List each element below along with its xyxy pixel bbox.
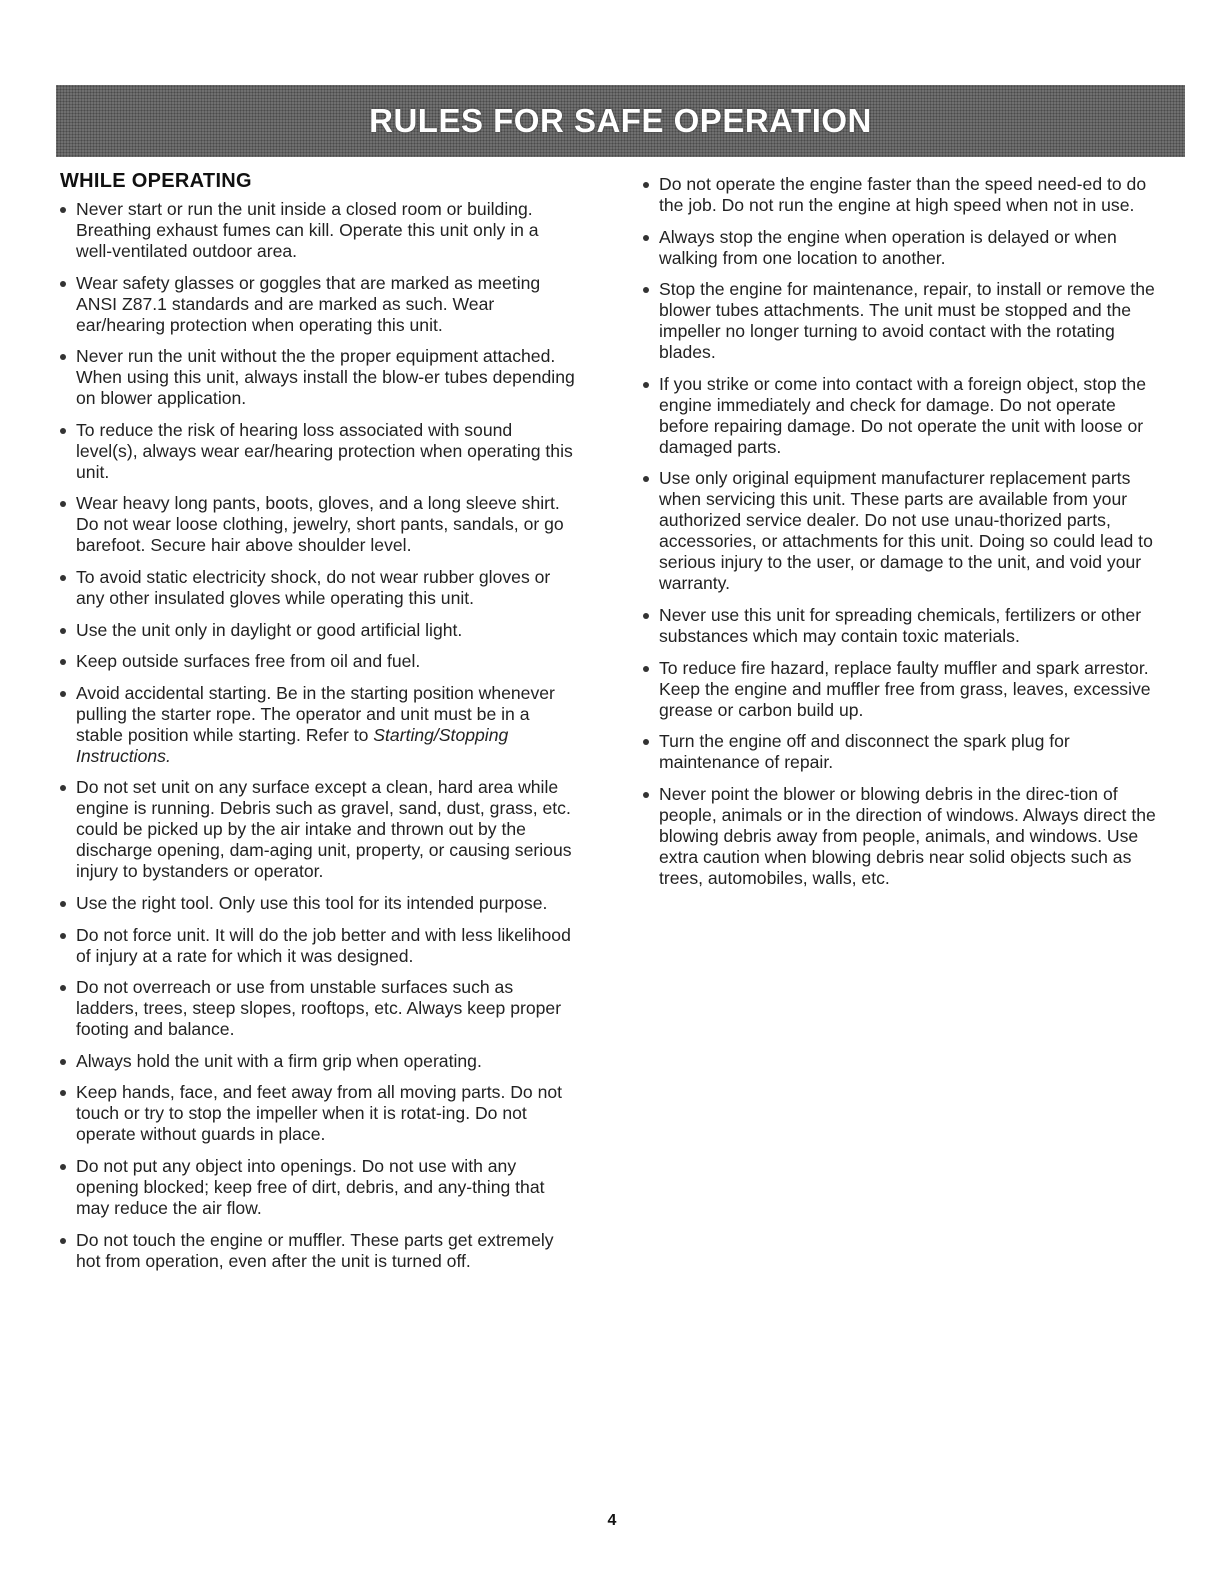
- list-item: [58, 683, 578, 767]
- list-item-text: Use the right tool. Only use this tool for its intended purpose.: [76, 892, 548, 913]
- bullet-icon: [60, 207, 66, 213]
- page-number: 4: [607, 1512, 617, 1529]
- list-item: [58, 1230, 578, 1272]
- bullet-icon: [643, 235, 649, 241]
- list-item-text: Do not force unit. It will do the job better and with less likelihood of injury at a rate for which it was designed.: [76, 924, 571, 966]
- bullet-icon: [643, 613, 649, 619]
- bullet-icon: [60, 575, 66, 581]
- list-item-text: Keep outside surfaces free from oil and fuel.: [76, 651, 421, 672]
- right-column: [641, 174, 1163, 899]
- list-item: [58, 493, 578, 556]
- list-item-text: To reduce the risk of hearing loss associated with sound level(s), always wear ear/hearing protection when operating this unit.: [76, 419, 573, 482]
- list-item-text: Wear safety glasses or goggles that are marked as meeting ANSI Z87.1 standards and are marked as such. Wear ear/hearing protection when operating this unit.: [76, 272, 541, 335]
- list-item-text: Stop the engine for maintenance, repair, to install or remove the blower tubes attachments. The unit must be stopped and the impeller no longer turning to avoid contact with the rotating blades.: [659, 279, 1155, 363]
- list-item: [58, 1051, 578, 1072]
- list-item: [641, 784, 1163, 889]
- list-item: [58, 620, 578, 641]
- bullet-icon: [60, 428, 66, 434]
- list-item-text: Do not operate the engine faster than the speed need-ed to do the job. Do not run the engine at high speed when not in use.: [659, 174, 1147, 215]
- list-item-text: Never use this unit for spreading chemicals, fertilizers or other substances which may contain toxic materials.: [659, 604, 1142, 646]
- list-item-text: Use only original equipment manufacturer replacement parts when servicing this unit. These parts are available from your authorized service dealer. Do not use unau-thorized parts, accessories, or attachments for this unit. Doing so could lead to serious injury to the user, or damage to the unit, and void your warranty.: [659, 468, 1153, 594]
- rules-list-right: [641, 174, 1163, 889]
- list-item: [58, 893, 578, 914]
- bullet-icon: [60, 1164, 66, 1170]
- list-item-text: Wear heavy long pants, boots, gloves, and a long sleeve shirt. Do not wear loose clothing, jewelry, short pants, sandals, or go barefoot. Secure hair above shoulder level.: [76, 493, 564, 556]
- rules-list-left: [58, 199, 578, 1272]
- bullet-icon: [60, 281, 66, 287]
- list-item: [58, 199, 578, 262]
- list-item: [58, 651, 578, 672]
- list-item: [641, 605, 1163, 647]
- list-item: [58, 567, 578, 609]
- list-item: [58, 273, 578, 336]
- list-item-text: Avoid accidental starting. Be in the starting position whenever pulling the starter rope. The operator and unit must be in a stable position while starting. Refer to: [76, 682, 555, 745]
- page-title: RULES FOR SAFE OPERATION: [369, 102, 872, 139]
- list-item-text: To avoid static electricity shock, do not wear rubber gloves or any other insulated gloves while operating this unit.: [76, 566, 551, 608]
- list-item: [58, 777, 578, 882]
- list-item: [641, 374, 1163, 458]
- list-item: [58, 1082, 578, 1145]
- list-item: [641, 468, 1163, 594]
- section-heading: WHILE OPERATING: [60, 170, 252, 192]
- bullet-icon: [60, 1090, 66, 1096]
- bullet-icon: [60, 691, 66, 697]
- bullet-icon: [60, 659, 66, 665]
- list-item: [58, 1156, 578, 1219]
- list-item-text: Always stop the engine when operation is delayed or when walking from one location to another.: [659, 226, 1117, 268]
- list-item-text: Never run the unit without the the proper equipment attached. When using this unit, always install the blow-er tubes depending on blower application.: [76, 346, 575, 409]
- list-item-text: Always hold the unit with a firm grip when operating.: [76, 1050, 482, 1071]
- bullet-icon: [60, 901, 66, 907]
- list-item-text: Do not set unit on any surface except a clean, hard area while engine is running. Debris such as gravel, sand, dust, grass, etc. could be picked up by the air intake and thrown out by the discharge opening, dam-aging unit, property, or causing serious injury to bystanders or operator.: [76, 777, 572, 882]
- bullet-icon: [643, 739, 649, 745]
- list-item-text: Keep hands, face, and feet away from all moving parts. Do not touch or try to stop the impeller when it is rotat-ing. Do not operate without guards in place.: [76, 1082, 563, 1145]
- bullet-icon: [60, 985, 66, 991]
- list-item: [641, 279, 1163, 363]
- list-item-text: Do not put any object into openings. Do not use with any opening blocked; keep free of dirt, debris, and any-thing that may reduce the air flow.: [76, 1155, 545, 1218]
- bullet-icon: [60, 354, 66, 360]
- list-item-text: Do not overreach or use from unstable surfaces such as ladders, trees, steep slopes, rooftops, etc. Always keep proper footing and balance.: [76, 977, 562, 1040]
- instructions-reference: Starting/Stopping Instructions.: [76, 724, 509, 766]
- bullet-icon: [643, 792, 649, 798]
- bullet-icon: [643, 666, 649, 672]
- bullet-icon: [60, 501, 66, 507]
- list-item: [58, 977, 578, 1040]
- list-item-text: Never start or run the unit inside a closed room or building. Breathing exhaust fumes can kill. Operate this unit only in a well-ventilated outdoor area.: [76, 199, 539, 261]
- bullet-icon: [60, 1238, 66, 1244]
- bullet-icon: [643, 476, 649, 482]
- bullet-icon: [643, 182, 649, 188]
- bullet-icon: [60, 628, 66, 634]
- list-item: [641, 731, 1163, 773]
- list-item-text: Turn the engine off and disconnect the spark plug for maintenance of repair.: [659, 731, 1070, 773]
- list-item-text: If you strike or come into contact with a foreign object, stop the engine immediately and check for damage. Do not operate before repairing damage. Do not operate the unit with loose or damaged parts.: [659, 373, 1147, 457]
- section-banner: [56, 85, 1185, 157]
- list-item: [58, 420, 578, 483]
- list-item: [58, 346, 578, 409]
- list-item: [58, 925, 578, 967]
- list-item-text: Never point the blower or blowing debris in the direc-tion of people, animals or in the direction of windows. Always direct the blowing debris away from people, animals, and windows. Use extra caution when blowing debris near solid objects such as trees, automobiles, walls, etc.: [659, 783, 1156, 888]
- bullet-icon: [60, 933, 66, 939]
- bullet-icon: [643, 287, 649, 293]
- bullet-icon: [60, 785, 66, 791]
- list-item-text: Do not touch the engine or muffler. These parts get extremely hot from operation, even after the unit is turned off.: [76, 1229, 554, 1271]
- bullet-icon: [643, 382, 649, 388]
- list-item-text: To reduce fire hazard, replace faulty muffler and spark arrestor. Keep the engine and muffler free from grass, leaves, excessive grease or carbon build up.: [659, 657, 1151, 720]
- list-item: [641, 227, 1163, 269]
- bullet-icon: [60, 1059, 66, 1065]
- list-item-text: Use the unit only in daylight or good artificial light.: [76, 619, 463, 640]
- left-column: [58, 170, 578, 1282]
- list-item: [641, 174, 1163, 216]
- list-item: [641, 658, 1163, 721]
